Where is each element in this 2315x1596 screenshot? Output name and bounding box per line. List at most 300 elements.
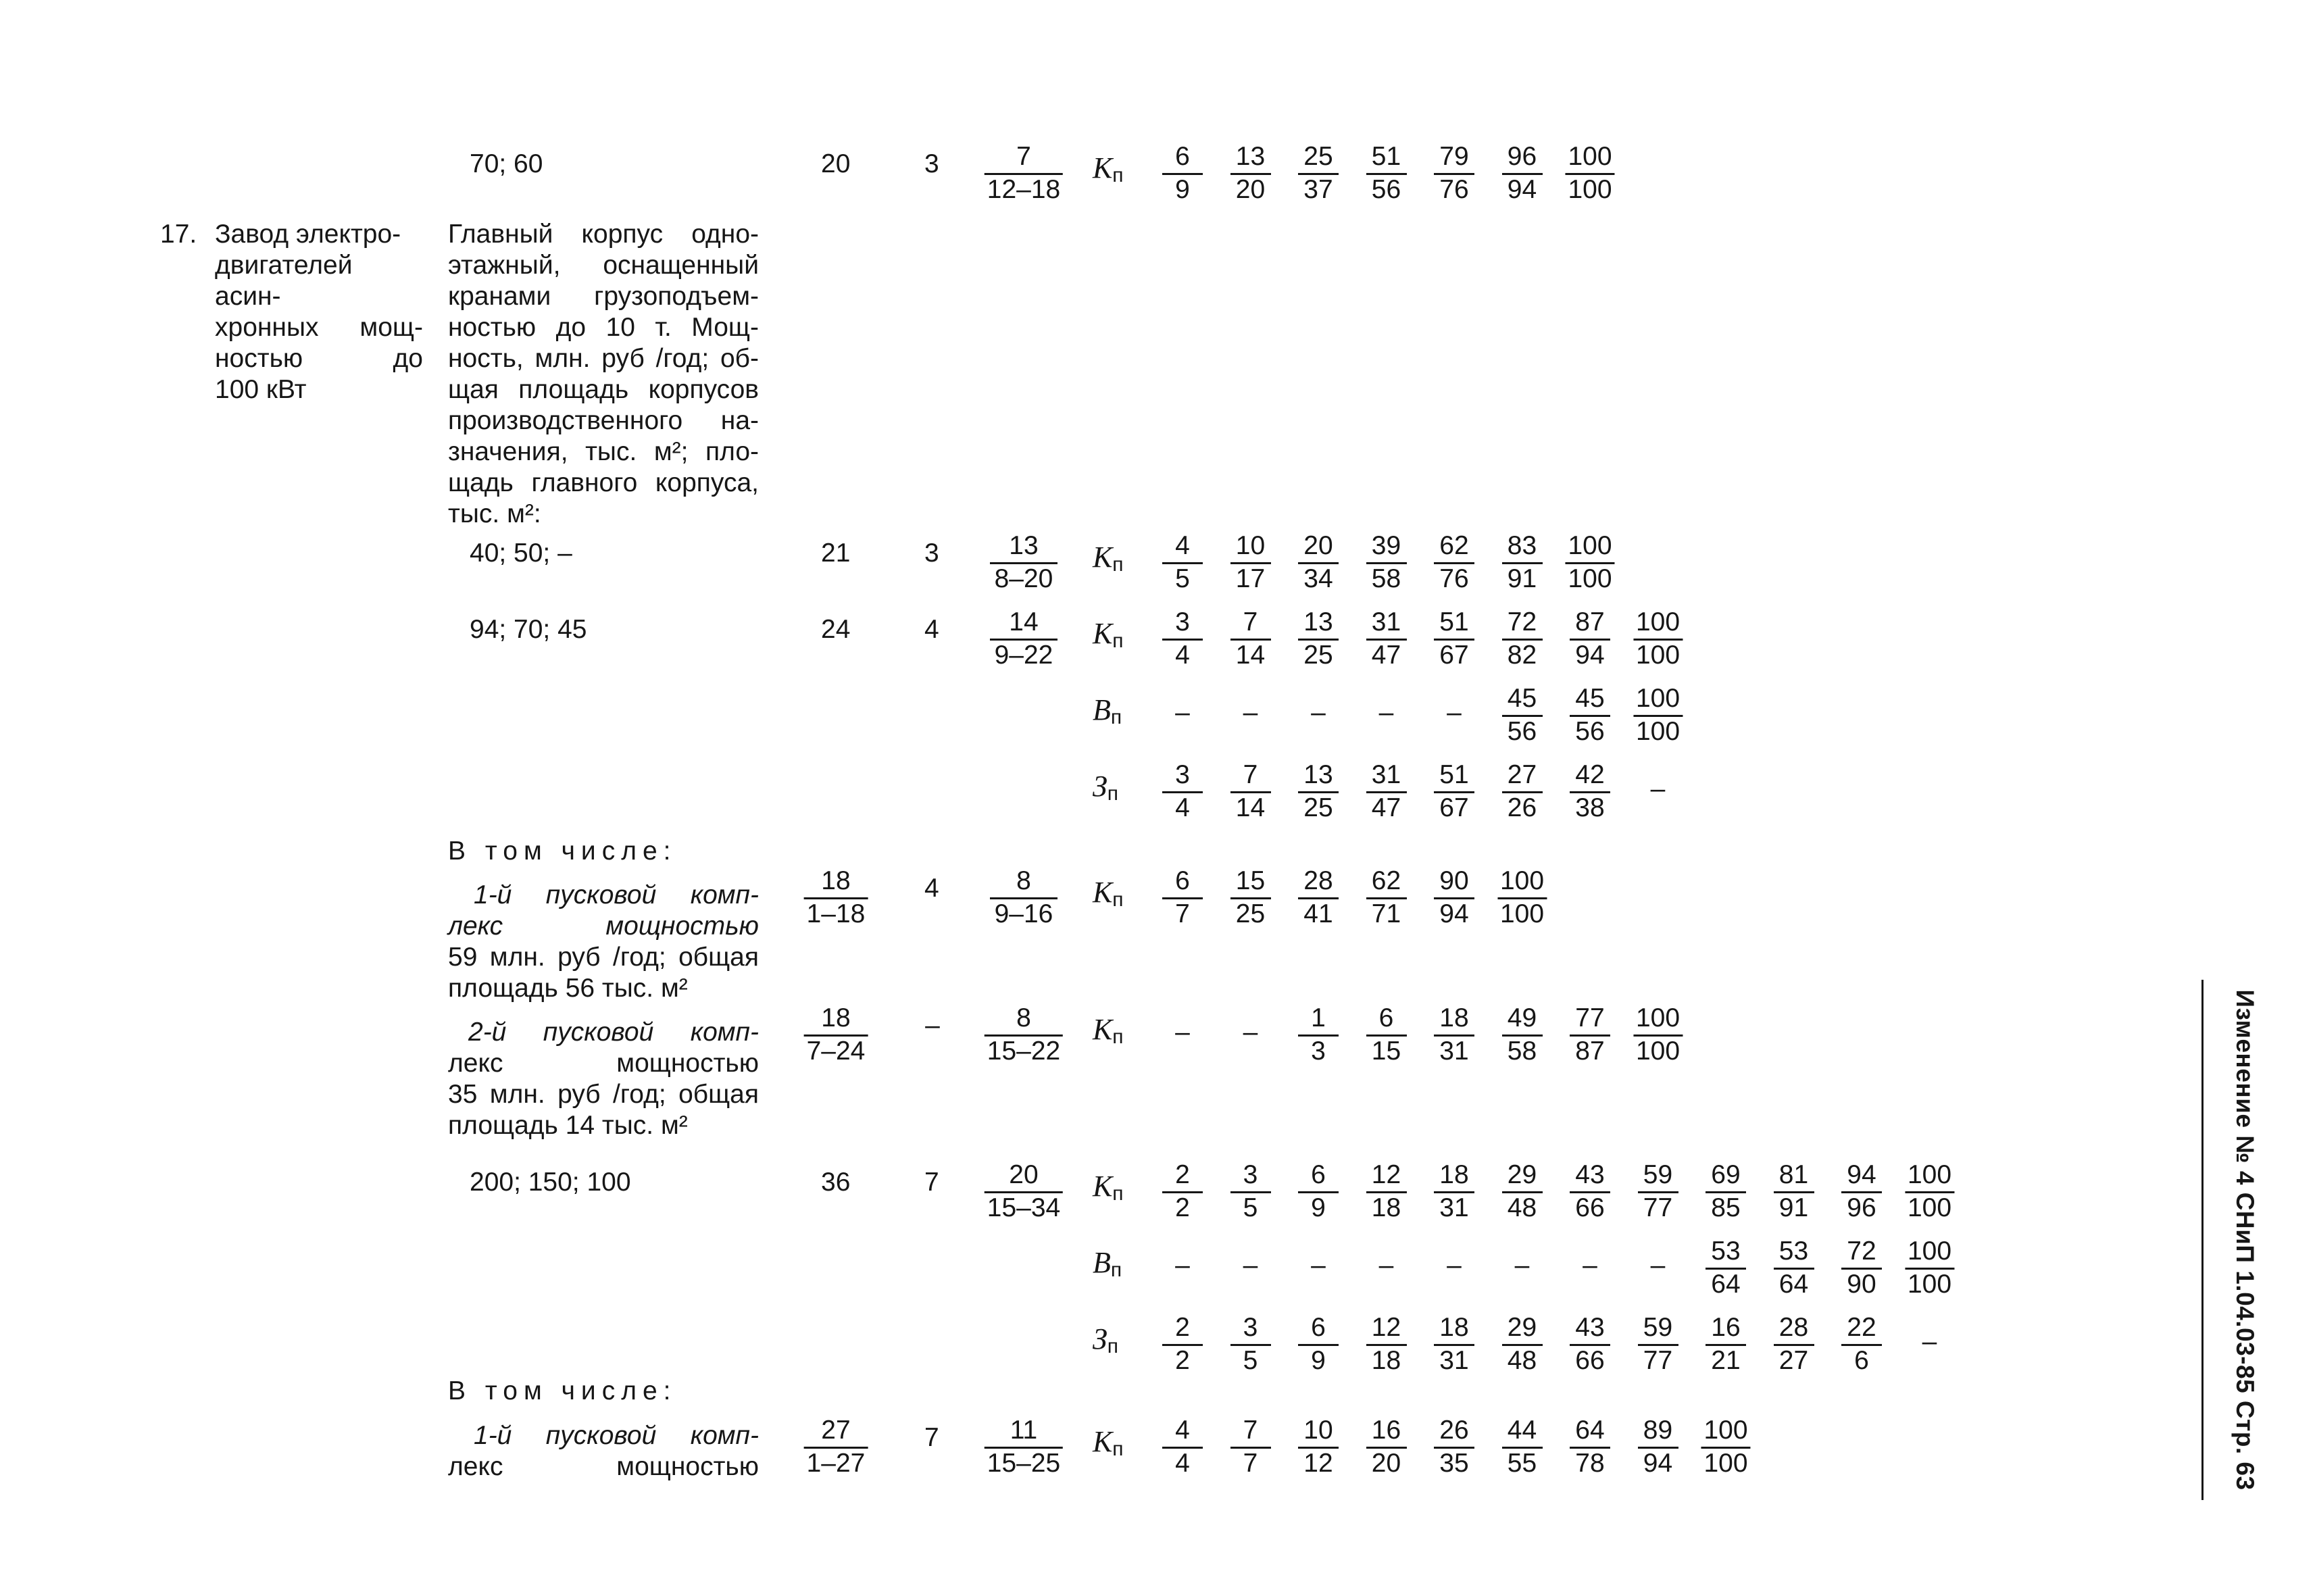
fraction-numerator: 27 (1507, 760, 1537, 789)
series-cell-fraction (1366, 866, 1407, 929)
series-cell-fraction (1502, 531, 1543, 594)
series-cell-fraction (1366, 531, 1407, 594)
series-cell-fraction (1570, 1416, 1610, 1478)
fraction-denominator: 66 (1575, 1193, 1605, 1222)
sub1-description (448, 880, 759, 1004)
fraction-denominator: 100 (1907, 1270, 1952, 1299)
fraction-numerator: 16 (1371, 1416, 1401, 1445)
series-cell-fraction (1162, 760, 1203, 823)
fraction-denominator: 100 (1635, 717, 1681, 746)
series-cell-fraction (1434, 531, 1474, 594)
series-cell-fraction (1162, 1160, 1203, 1223)
row-capacity: 94; 70; 45 (470, 615, 587, 644)
series-cell-fraction (1502, 1160, 1543, 1223)
fraction-numerator: 100 (1907, 1160, 1952, 1189)
series-cell-dash: – (1378, 1251, 1394, 1280)
series-cell-fraction (1298, 142, 1339, 205)
row-col-b: 3 (924, 539, 939, 568)
fraction-denominator: 4 (1175, 1449, 1190, 1478)
fraction-numerator: 100 (1635, 1003, 1681, 1032)
series-cell-fraction (1905, 1237, 1954, 1299)
item-name-line: хронных мощ- (215, 313, 423, 342)
series-cell-dash: – (1243, 698, 1258, 727)
fraction-numerator: 10 (1235, 531, 1266, 560)
fraction-denominator: 96 (1847, 1193, 1876, 1222)
row-capacity: 70; 60 (470, 149, 543, 178)
fraction-numerator: 43 (1575, 1160, 1605, 1189)
fraction-denominator: 5 (1243, 1193, 1258, 1222)
fraction-denominator: 4 (1175, 641, 1190, 670)
series-symbol: $З_п$ (1093, 1322, 1119, 1357)
fraction-denominator: 14 (1235, 793, 1266, 822)
fraction-numerator: 16 (1711, 1313, 1741, 1342)
sub3-line: 1-й пусковой комп- (474, 1421, 759, 1450)
series-cell-fraction (1570, 1313, 1610, 1376)
fraction-numerator: 20 (1009, 1160, 1039, 1189)
fraction-numerator: 44 (1507, 1416, 1537, 1445)
fraction-numerator: 15 (1235, 866, 1266, 895)
sub2-line: 2-й пусковой комп- (468, 1018, 759, 1047)
series-cell-fraction (1366, 142, 1407, 205)
fraction-denominator: 7 (1175, 899, 1190, 928)
fraction-denominator: 94 (1439, 899, 1469, 928)
description-line: этажный, оснащенный (448, 251, 759, 280)
series-cell-dash: – (1583, 1251, 1597, 1280)
fraction-denominator: 26 (1507, 793, 1537, 822)
series-cell-fraction (1774, 1237, 1814, 1299)
fraction-numerator: 83 (1507, 531, 1537, 560)
fraction-denominator: 4 (1175, 793, 1190, 822)
fraction-denominator: 94 (1507, 175, 1537, 204)
series-cell-fraction (1633, 1003, 1683, 1066)
fraction-numerator: 10 (1303, 1416, 1333, 1445)
series-cell-fraction (1298, 866, 1339, 929)
fraction-denominator: 56 (1371, 175, 1401, 204)
fraction-denominator: 67 (1439, 641, 1469, 670)
series-cell-dash: – (1243, 1018, 1258, 1047)
fraction-numerator: 6 (1175, 866, 1190, 895)
fraction-denominator: 2 (1175, 1346, 1190, 1375)
sub2-line: 35 млн. руб /год; общая (448, 1080, 759, 1109)
page-side-caption: Изменение № 4 СНиП 1.04.03-85 Стр. 63 (2231, 989, 2259, 1491)
series-cell-fraction (1298, 1416, 1339, 1478)
fraction-numerator: 49 (1507, 1003, 1537, 1032)
series-cell-fraction (1570, 684, 1610, 747)
fraction-numerator: 4 (1175, 1416, 1190, 1445)
fraction-numerator: 100 (1499, 866, 1545, 895)
sub3-line: лекс мощностью (448, 1452, 759, 1481)
series-cell-fraction (1633, 684, 1683, 747)
fraction-denominator: 100 (1568, 175, 1612, 204)
row-main-fraction (985, 1160, 1063, 1223)
fraction-numerator: 12 (1371, 1160, 1401, 1189)
fraction-numerator: 51 (1371, 142, 1401, 171)
fraction-numerator: 45 (1575, 684, 1605, 713)
series-cell-fraction (1434, 1313, 1474, 1376)
series-symbol: $К_п$ (1093, 1425, 1124, 1460)
fraction-numerator: 7 (1243, 607, 1258, 637)
fraction-denominator: 31 (1439, 1193, 1469, 1222)
fraction-numerator: 13 (1303, 607, 1333, 637)
fraction-numerator: 13 (1235, 142, 1266, 171)
description-line: ность, млн. руб /год; об- (448, 344, 759, 373)
series-cell-fraction (1570, 760, 1610, 823)
item-number: 17. (160, 220, 197, 249)
fraction-denominator: 15–22 (987, 1037, 1061, 1066)
row-capacity: 200; 150; 100 (470, 1168, 631, 1197)
fraction-numerator: 59 (1643, 1313, 1673, 1342)
fraction-numerator: 6 (1175, 142, 1190, 171)
description-line: значения, тыс. м²; пло- (448, 437, 759, 466)
fraction-numerator: 89 (1643, 1416, 1673, 1445)
series-cell-fraction (1230, 1313, 1271, 1376)
series-cell-fraction (1230, 1160, 1271, 1223)
description-line: тыс. м²: (448, 499, 541, 528)
series-cell-fraction (1565, 142, 1614, 205)
fraction-numerator: 42 (1575, 760, 1605, 789)
fraction-denominator: 85 (1711, 1193, 1741, 1222)
series-cell-fraction (1434, 1416, 1474, 1478)
series-cell-fraction (1565, 531, 1614, 594)
row-total-duration: 24 (821, 615, 851, 644)
series-cell-fraction (1497, 866, 1547, 929)
fraction-numerator: 53 (1778, 1237, 1809, 1266)
description-line: производственного на- (448, 406, 759, 435)
fraction-numerator: 8 (1016, 866, 1031, 895)
fraction-numerator: 1 (1311, 1003, 1326, 1032)
row-capacity: 40; 50; – (470, 539, 572, 568)
series-cell-fraction (1706, 1313, 1746, 1376)
fraction-denominator: 91 (1778, 1193, 1809, 1222)
fraction-numerator: 14 (1009, 607, 1039, 637)
row-main-fraction (985, 1003, 1063, 1066)
fraction-denominator: 2 (1175, 1193, 1190, 1222)
description-line: кранами грузоподъем- (448, 282, 759, 311)
fraction-numerator: 94 (1847, 1160, 1876, 1189)
series-cell-dash: – (1175, 698, 1190, 727)
series-cell-fraction (1434, 760, 1474, 823)
series-cell-fraction (1701, 1416, 1750, 1478)
fraction-denominator: 94 (1575, 641, 1605, 670)
sub2-line: площадь 14 тыс. м² (448, 1111, 688, 1140)
fraction-numerator: 8 (1016, 1003, 1031, 1032)
series-cell-fraction (1434, 607, 1474, 670)
fraction-denominator: 8–20 (994, 564, 1053, 593)
fraction-denominator: 9–16 (994, 899, 1053, 928)
series-cell-fraction (1706, 1160, 1746, 1223)
series-cell-fraction (1230, 142, 1271, 205)
fraction-numerator: 2 (1175, 1313, 1190, 1342)
fraction-numerator: 2 (1175, 1160, 1190, 1189)
fraction-denominator: 25 (1303, 641, 1333, 670)
fraction-numerator: 100 (1907, 1237, 1952, 1266)
fraction-denominator: 47 (1371, 793, 1401, 822)
series-cell-fraction (1298, 760, 1339, 823)
fraction-denominator: 9–22 (994, 641, 1053, 670)
series-symbol: $К_п$ (1093, 1013, 1124, 1048)
row-main-fraction (985, 1416, 1063, 1478)
fraction-numerator: 6 (1311, 1313, 1326, 1342)
side-rule (2201, 980, 2204, 1500)
row-col-b: – (925, 1011, 940, 1040)
fraction-denominator: 41 (1303, 899, 1333, 928)
series-cell-fraction (1502, 607, 1543, 670)
fraction-denominator: 31 (1439, 1346, 1469, 1375)
fraction-denominator: 56 (1575, 717, 1605, 746)
series-cell-fraction (1638, 1160, 1678, 1223)
fraction-denominator: 9 (1175, 175, 1190, 204)
fraction-numerator: 100 (1568, 531, 1612, 560)
item-name-line: Завод электро- (215, 220, 401, 249)
fraction-numerator: 3 (1175, 607, 1190, 637)
fraction-denominator: 25 (1235, 899, 1266, 928)
series-cell-fraction (1502, 1416, 1543, 1478)
series-cell-fraction (1230, 760, 1271, 823)
fraction-denominator: 5 (1243, 1346, 1258, 1375)
series-cell-fraction (1434, 1003, 1474, 1066)
series-cell-fraction (1366, 1313, 1407, 1376)
fraction-numerator: 26 (1439, 1416, 1469, 1445)
row-col-b: 7 (924, 1423, 939, 1452)
fraction-denominator: 38 (1575, 793, 1605, 822)
fraction-numerator: 39 (1371, 531, 1401, 560)
fraction-denominator: 77 (1643, 1346, 1673, 1375)
item-name-line: 100 кВт (215, 375, 307, 404)
series-cell-dash: – (1175, 1251, 1190, 1280)
fraction-numerator: 69 (1711, 1160, 1741, 1189)
series-symbol: $К_п$ (1093, 151, 1124, 186)
fraction-numerator: 13 (1303, 760, 1333, 789)
fraction-denominator: 94 (1643, 1449, 1673, 1478)
series-cell-fraction (1162, 1313, 1203, 1376)
series-cell-dash: – (1447, 1251, 1462, 1280)
fraction-denominator: 1–27 (806, 1449, 866, 1478)
fraction-denominator: 71 (1371, 899, 1401, 928)
side-caption-box (2228, 983, 2262, 1497)
row-total-fraction (804, 1003, 868, 1066)
row-total-duration: 36 (821, 1168, 851, 1197)
series-cell-fraction (1638, 1313, 1678, 1376)
row-col-b: 7 (924, 1168, 939, 1197)
series-cell-fraction (1502, 142, 1543, 205)
series-cell-fraction (1298, 1003, 1339, 1066)
fraction-denominator: 55 (1507, 1449, 1537, 1478)
fraction-numerator: 31 (1371, 760, 1401, 789)
fraction-numerator: 72 (1507, 607, 1537, 637)
series-cell-fraction (1162, 866, 1203, 929)
series-cell-fraction (1230, 1416, 1271, 1478)
sub2-line: лекс мощностью (448, 1049, 759, 1078)
series-cell-fraction (1162, 142, 1203, 205)
series-cell-dash: – (1311, 698, 1326, 727)
fraction-numerator: 79 (1439, 142, 1469, 171)
sub1-line: 1-й пусковой комп- (474, 880, 759, 909)
fraction-numerator: 96 (1507, 142, 1537, 171)
series-cell-fraction (1434, 1160, 1474, 1223)
fraction-denominator: 100 (1568, 564, 1612, 593)
fraction-denominator: 1–18 (806, 899, 866, 928)
fraction-denominator: 78 (1575, 1449, 1605, 1478)
sub3-description (448, 1420, 759, 1482)
fraction-denominator: 66 (1575, 1346, 1605, 1375)
series-symbol: $З_п$ (1093, 770, 1119, 805)
series-cell-fraction (1570, 607, 1610, 670)
series-cell-fraction (1706, 1237, 1746, 1299)
series-cell-dash: – (1514, 1251, 1530, 1280)
fraction-denominator: 48 (1507, 1346, 1537, 1375)
series-cell-fraction (1633, 607, 1683, 670)
series-cell-dash: – (1243, 1251, 1258, 1280)
fraction-denominator: 76 (1439, 175, 1469, 204)
row-main-fraction (990, 866, 1057, 929)
fraction-denominator: 15–34 (987, 1193, 1061, 1222)
series-cell-fraction (1366, 1416, 1407, 1478)
fraction-numerator: 31 (1371, 607, 1401, 637)
fraction-denominator: 7–24 (806, 1037, 866, 1066)
series-cell-dash: – (1378, 698, 1394, 727)
series-cell-fraction (1841, 1313, 1882, 1376)
fraction-denominator: 31 (1439, 1037, 1469, 1066)
fraction-numerator: 7 (1016, 142, 1031, 171)
series-symbol: $В_п$ (1093, 693, 1122, 728)
series-cell-fraction (1638, 1416, 1678, 1478)
series-cell-dash: – (1175, 1018, 1190, 1047)
fraction-denominator: 20 (1371, 1449, 1401, 1478)
series-symbol: $К_п$ (1093, 1170, 1124, 1205)
series-cell-fraction (1162, 607, 1203, 670)
row-total-fraction (804, 1416, 868, 1478)
series-cell-fraction (1434, 142, 1474, 205)
item-name-line: ностью до (215, 344, 423, 373)
fraction-denominator: 48 (1507, 1193, 1537, 1222)
fraction-denominator: 58 (1371, 564, 1401, 593)
series-cell-fraction (1162, 531, 1203, 594)
fraction-denominator: 77 (1643, 1193, 1673, 1222)
fraction-denominator: 87 (1575, 1037, 1605, 1066)
fraction-numerator: 29 (1507, 1160, 1537, 1189)
fraction-denominator: 18 (1371, 1346, 1401, 1375)
series-cell-fraction (1298, 1160, 1339, 1223)
series-cell-fraction (1502, 1003, 1543, 1066)
row-col-b: 3 (924, 149, 939, 178)
fraction-denominator: 14 (1235, 641, 1266, 670)
fraction-numerator: 29 (1507, 1313, 1537, 1342)
fraction-denominator: 90 (1847, 1270, 1876, 1299)
item-name-line: двигателей асин- (215, 251, 353, 311)
fraction-numerator: 28 (1778, 1313, 1809, 1342)
fraction-numerator: 64 (1575, 1416, 1605, 1445)
row-total-duration: 21 (821, 539, 851, 568)
fraction-denominator: 9 (1311, 1346, 1326, 1375)
series-cell-dash: – (1311, 1251, 1326, 1280)
fraction-denominator: 18 (1371, 1193, 1401, 1222)
fraction-denominator: 35 (1439, 1449, 1469, 1478)
fraction-denominator: 47 (1371, 641, 1401, 670)
fraction-denominator: 100 (1907, 1193, 1952, 1222)
fraction-denominator: 9 (1311, 1193, 1326, 1222)
fraction-denominator: 76 (1439, 564, 1469, 593)
row-col-b: 4 (924, 615, 939, 644)
fraction-numerator: 3 (1175, 760, 1190, 789)
row-total-duration: 20 (821, 149, 851, 178)
fraction-numerator: 4 (1175, 531, 1190, 560)
fraction-numerator: 45 (1507, 684, 1537, 713)
item-description (448, 219, 759, 530)
series-cell-fraction (1366, 760, 1407, 823)
including-label: В том числе: (448, 837, 677, 866)
fraction-numerator: 100 (1568, 142, 1612, 171)
series-cell-dash: – (1650, 774, 1666, 803)
fraction-numerator: 12 (1371, 1313, 1401, 1342)
series-symbol: $К_п$ (1093, 876, 1124, 911)
series-cell-fraction (1298, 1313, 1339, 1376)
row-col-b: 4 (924, 874, 939, 903)
fraction-denominator: 15 (1371, 1037, 1401, 1066)
sub1-line: 59 млн. руб /год; общая (448, 943, 759, 972)
fraction-denominator: 64 (1778, 1270, 1809, 1299)
fraction-denominator: 12–18 (987, 175, 1061, 204)
fraction-numerator: 13 (1009, 531, 1039, 560)
fraction-denominator: 56 (1507, 717, 1537, 746)
fraction-denominator: 100 (1635, 1037, 1681, 1066)
series-cell-fraction (1841, 1237, 1882, 1299)
fraction-numerator: 43 (1575, 1313, 1605, 1342)
fraction-numerator: 100 (1635, 684, 1681, 713)
series-cell-fraction (1841, 1160, 1882, 1223)
fraction-numerator: 62 (1371, 866, 1401, 895)
fraction-denominator: 100 (1635, 641, 1681, 670)
series-cell-fraction (1774, 1160, 1814, 1223)
series-cell-fraction (1502, 760, 1543, 823)
fraction-denominator: 3 (1311, 1037, 1326, 1066)
fraction-numerator: 11 (1010, 1416, 1038, 1445)
series-cell-fraction (1905, 1160, 1954, 1223)
series-cell-fraction (1298, 531, 1339, 594)
series-cell-fraction (1230, 866, 1271, 929)
sub2-description (448, 1017, 759, 1141)
fraction-numerator: 27 (821, 1416, 851, 1445)
series-cell-fraction (1162, 1416, 1203, 1478)
fraction-numerator: 77 (1575, 1003, 1605, 1032)
sub1-line: лекс мощностью (448, 912, 759, 941)
series-cell-dash: – (1447, 698, 1462, 727)
row-total-fraction (804, 866, 868, 929)
fraction-numerator: 59 (1643, 1160, 1673, 1189)
fraction-denominator: 5 (1175, 564, 1190, 593)
item-name (215, 219, 423, 405)
fraction-denominator: 27 (1778, 1346, 1809, 1375)
series-symbol: $К_п$ (1093, 541, 1124, 576)
series-cell-fraction (1230, 607, 1271, 670)
fraction-numerator: 100 (1635, 607, 1681, 637)
including-label-2: В том числе: (448, 1376, 677, 1405)
fraction-numerator: 18 (1439, 1160, 1469, 1189)
series-cell-fraction (1502, 684, 1543, 747)
fraction-numerator: 53 (1711, 1237, 1741, 1266)
series-cell-fraction (1366, 1003, 1407, 1066)
series-cell-fraction (1366, 607, 1407, 670)
series-cell-dash: – (1650, 1251, 1666, 1280)
fraction-denominator: 82 (1507, 641, 1537, 670)
fraction-numerator: 7 (1243, 1416, 1258, 1445)
description-line: Главный корпус одно- (448, 220, 759, 249)
sub1-line: площадь 56 тыс. м² (448, 974, 688, 1003)
series-cell-fraction (1774, 1313, 1814, 1376)
fraction-numerator: 20 (1303, 531, 1333, 560)
series-cell-fraction (1230, 531, 1271, 594)
fraction-denominator: 34 (1303, 564, 1333, 593)
fraction-denominator: 100 (1499, 899, 1545, 928)
